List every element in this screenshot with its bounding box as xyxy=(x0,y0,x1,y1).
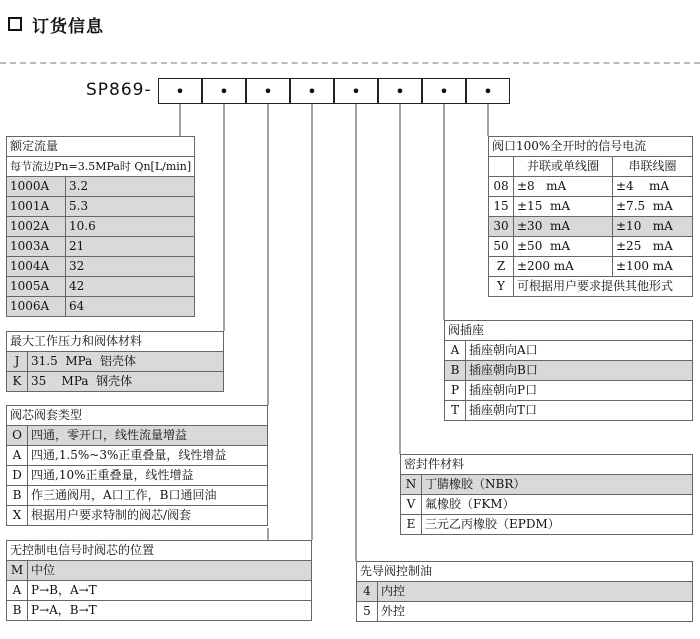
flow-table xyxy=(6,136,195,317)
current-code: 08 xyxy=(489,177,514,197)
code-box-7: • xyxy=(422,78,466,104)
position-desc: 中位 xyxy=(28,561,312,581)
code-box-1: • xyxy=(158,78,202,104)
socket-table xyxy=(444,320,693,421)
current-series: ±100 mA xyxy=(613,257,693,277)
pressure-desc: 35 MPa 钢壳体 xyxy=(28,372,224,392)
socket-desc: 插座朝向P口 xyxy=(466,381,693,401)
flow-subtitle: 每节流边Pn=3.5MPa时 Qn[L/min] xyxy=(7,157,195,177)
pressure-code: K xyxy=(7,372,28,392)
flow-code: 1000A xyxy=(7,177,66,197)
spool-code: D xyxy=(7,466,28,486)
socket-code: A xyxy=(445,341,466,361)
socket-code: P xyxy=(445,381,466,401)
spool-desc: 四通,1.5%~3%正重叠量，线性增益 xyxy=(28,446,268,466)
current-series: ±25 mA xyxy=(613,237,693,257)
model-prefix: SP869- xyxy=(86,80,152,100)
flow-title: 额定流量 xyxy=(7,137,195,157)
current-series: ±10 mA xyxy=(613,217,693,237)
flow-code: 1006A xyxy=(7,297,66,317)
spool-desc: 四通,10%正重叠量，线性增益 xyxy=(28,466,268,486)
current-table xyxy=(488,136,693,297)
socket-desc: 插座朝向B口 xyxy=(466,361,693,381)
socket-code: T xyxy=(445,401,466,421)
pilot-code: 4 xyxy=(357,582,378,602)
seal-desc: 丁腈橡胶（NBR） xyxy=(422,475,693,495)
position-code: M xyxy=(7,561,28,581)
pressure-table xyxy=(6,331,224,392)
spool-code: X xyxy=(7,506,28,526)
flow-value: 64 xyxy=(66,297,195,317)
current-custom: 可根据用户要求提供其他形式 xyxy=(514,277,693,297)
current-series: ±7.5 mA xyxy=(613,197,693,217)
spool-desc: 根据用户要求特制的阀芯/阀套 xyxy=(28,506,268,526)
current-code: 15 xyxy=(489,197,514,217)
flow-code: 1005A xyxy=(7,277,66,297)
current-parallel: ±15 mA xyxy=(514,197,613,217)
current-parallel: ±200 mA xyxy=(514,257,613,277)
spool-desc: 作三通阀用，A口工作，B口通回油 xyxy=(28,486,268,506)
seal-code: V xyxy=(401,495,422,515)
flow-value: 21 xyxy=(66,237,195,257)
flow-code: 1002A xyxy=(7,217,66,237)
code-box-4: • xyxy=(290,78,334,104)
position-desc: P→A，B→T xyxy=(28,601,312,621)
current-code: 50 xyxy=(489,237,514,257)
current-col-series: 串联线圈 xyxy=(613,157,693,177)
section-title: 订货信息 xyxy=(32,17,104,37)
code-box-8: • xyxy=(466,78,510,104)
current-code: Z xyxy=(489,257,514,277)
current-code: 30 xyxy=(489,217,514,237)
position-desc: P→B，A→T xyxy=(28,581,312,601)
current-parallel: ±8 mA xyxy=(514,177,613,197)
current-title: 阀口100%全开时的信号电流 xyxy=(489,137,693,157)
socket-desc: 插座朝向T口 xyxy=(466,401,693,421)
current-parallel: ±30 mA xyxy=(514,217,613,237)
spool-title: 阀芯阀套类型 xyxy=(7,406,268,426)
current-series: ±4 mA xyxy=(613,177,693,197)
seal-code: E xyxy=(401,515,422,535)
pilot-desc: 内控 xyxy=(378,582,693,602)
current-code: Y xyxy=(489,277,514,297)
spool-code: B xyxy=(7,486,28,506)
flow-code: 1003A xyxy=(7,237,66,257)
flow-value: 5.3 xyxy=(66,197,195,217)
pressure-code: J xyxy=(7,352,28,372)
pressure-desc: 31.5 MPa 铝壳体 xyxy=(28,352,224,372)
spool-code: A xyxy=(7,446,28,466)
position-table xyxy=(6,540,312,621)
current-parallel: ±50 mA xyxy=(514,237,613,257)
flow-value: 3.2 xyxy=(66,177,195,197)
code-box-6: • xyxy=(378,78,422,104)
flow-code: 1004A xyxy=(7,257,66,277)
socket-title: 阀插座 xyxy=(445,321,693,341)
pilot-title: 先导阀控制油 xyxy=(357,562,693,582)
spool-code: O xyxy=(7,426,28,446)
flow-value: 10.6 xyxy=(66,217,195,237)
seal-table xyxy=(400,454,693,535)
code-box-2: • xyxy=(202,78,246,104)
socket-desc: 插座朝向A口 xyxy=(466,341,693,361)
pilot-code: 5 xyxy=(357,602,378,622)
pilot-desc: 外控 xyxy=(378,602,693,622)
code-box-5: • xyxy=(334,78,378,104)
position-code: B xyxy=(7,601,28,621)
current-col-parallel: 并联或单线圈 xyxy=(514,157,613,177)
flow-code: 1001A xyxy=(7,197,66,217)
pressure-title: 最大工作压力和阀体材料 xyxy=(7,332,224,352)
spool-desc: 四通，零开口，线性流量增益 xyxy=(28,426,268,446)
socket-code: B xyxy=(445,361,466,381)
seal-title: 密封件材料 xyxy=(401,455,693,475)
spool-table xyxy=(6,405,268,526)
seal-code: N xyxy=(401,475,422,495)
seal-desc: 氟橡胶（FKM） xyxy=(422,495,693,515)
position-code: A xyxy=(7,581,28,601)
code-box-3: • xyxy=(246,78,290,104)
pilot-table xyxy=(356,561,693,622)
position-title: 无控制电信号时阀芯的位置 xyxy=(7,541,312,561)
seal-desc: 三元乙丙橡胶（EPDM） xyxy=(422,515,693,535)
flow-value: 32 xyxy=(66,257,195,277)
flow-value: 42 xyxy=(66,277,195,297)
